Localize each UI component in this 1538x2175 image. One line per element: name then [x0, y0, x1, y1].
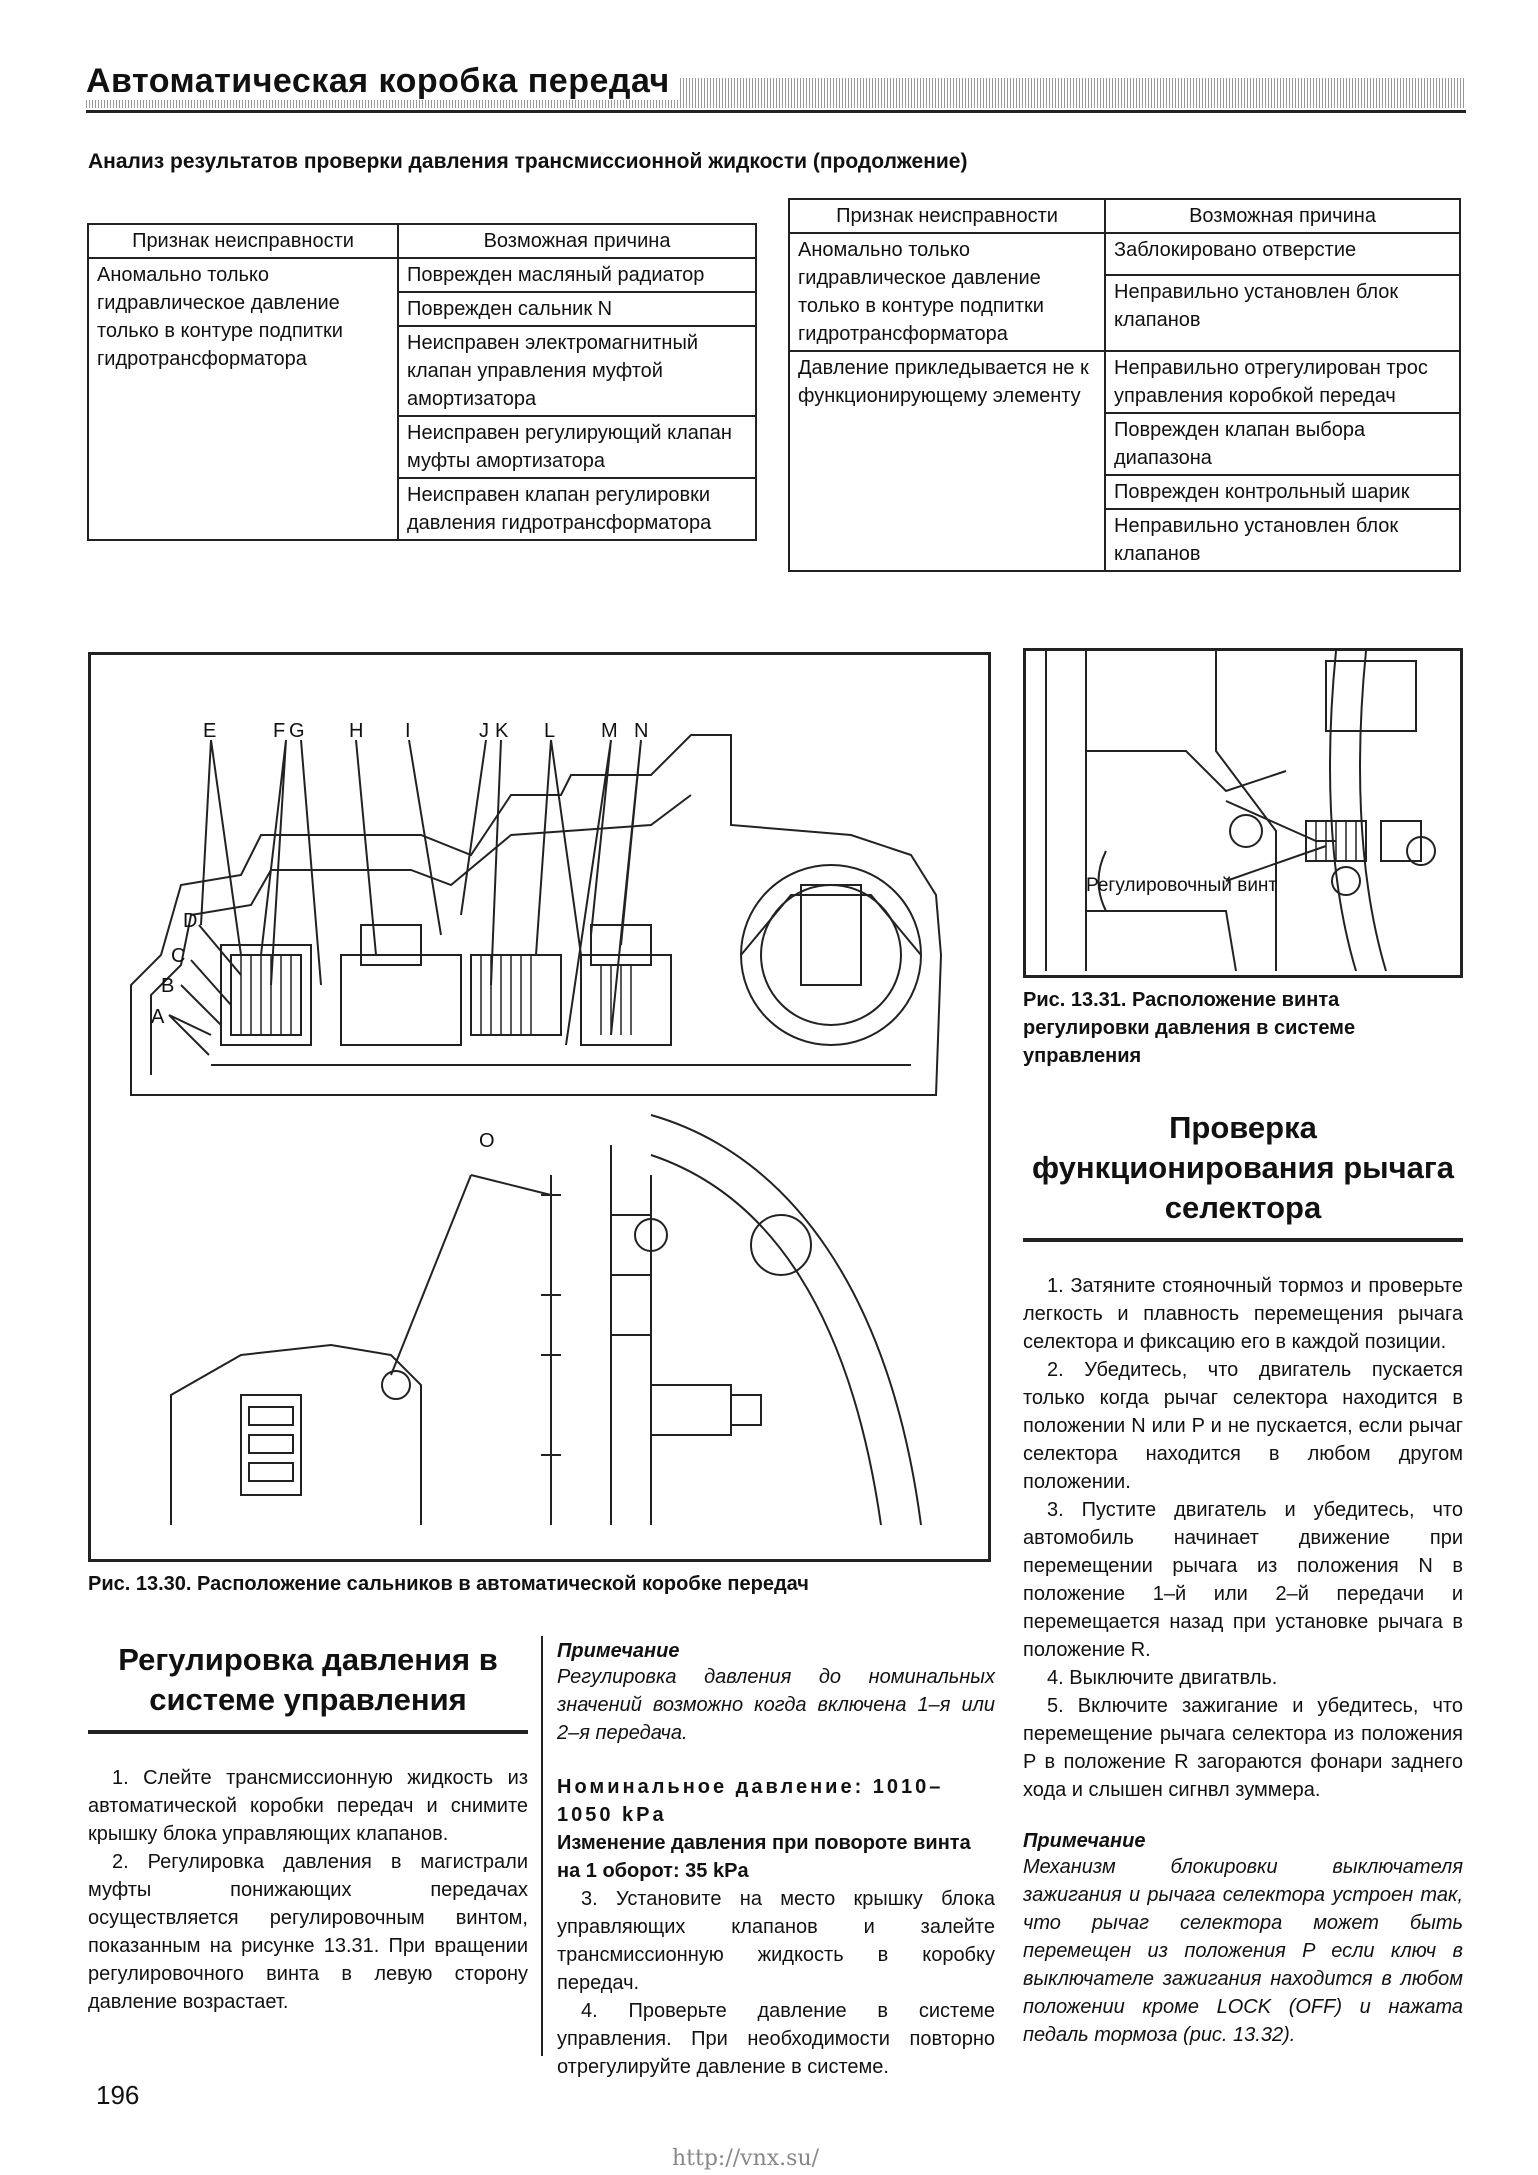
note-heading: Примечание — [1023, 1830, 1146, 1852]
figure-13-31-caption: Рис. 13.31. Расположение винта регулировки давления в системе управления — [1023, 989, 1356, 1067]
header-symptom: Признак неисправности — [789, 199, 1105, 233]
symptom-cell: Аномально только гидравлическое давление только в контуре подпитки гидротрансформатора — [88, 258, 398, 540]
callout-label: M — [601, 720, 618, 742]
chapter-title: Автоматическая коробка передач — [86, 62, 678, 101]
callout-label: K — [495, 720, 509, 742]
table-title: Анализ результатов проверки давления трансмиссионной жидкости (продолжение) — [88, 150, 968, 173]
figure-13-30 — [88, 652, 991, 1562]
nominal-pressure: Номинальное давление: 1010–1050 kPa — [557, 1776, 944, 1826]
footer-url[interactable]: http://vnx.su/ — [672, 2146, 820, 2171]
pressure-change: Изменение давления при повороте винта на 1 оборот: 35 kPa — [557, 1832, 971, 1882]
figure-13-30-caption: Рис. 13.30. Расположение сальников в автоматической коробке передач — [88, 1573, 809, 1595]
header-rule — [86, 110, 1466, 113]
cause-cell: Заблокировано отверстие — [1105, 233, 1460, 275]
callout-label: A — [151, 1006, 165, 1028]
callout-label: L — [544, 720, 556, 742]
paragraph: 2. Убедитесь, что двигатель пускается только когда рычаг селектора находится в положении N или P и не пускается, если рычаг селектора находится в любом другом положении. — [1023, 1359, 1463, 1493]
symptom-cell: Давление прикледывается не к функционирующему элементу — [789, 351, 1105, 571]
section-rule — [88, 1730, 528, 1734]
middle-body — [557, 1885, 995, 2081]
paragraph: 1. Затяните стояночный тормоз и проверьте легкость и плавность перемещения рычага селектора и фиксацию его в каждой позиции. — [1023, 1275, 1463, 1353]
cause-cell: Неисправен клапан регулировки давления гидротрансформатора — [398, 478, 756, 540]
page-number: 196 — [96, 2080, 140, 2110]
paragraph: 3. Пустите двигатель и убедитесь, что автомобиль начинает движение при перемещении рычага из положения N в положение 1–й или 2–й передачи и перемещается назад при установке рычага в положение R. — [1023, 1499, 1463, 1661]
section-body — [88, 1764, 528, 2016]
callout-label: N — [634, 720, 649, 742]
note-text: Механизм блокировки выключателя зажигания и рычага селектора устроен так, что рычаг селектора может быть перемещен из положения P если ключ в выключателе зажигания находится в любом положении кроме LOCK (OFF) и нажата педаль тормоза (рис. 13.32). — [1023, 1856, 1463, 2046]
header-cause: Возможная причина — [1105, 199, 1460, 233]
cause-cell: Поврежден масляный радиатор — [398, 258, 756, 292]
callout-label: F — [273, 720, 286, 742]
symptom-cell: Аномально только гидравлическое давление только в контуре подпитки гидротрансформатора — [789, 233, 1105, 351]
callout-label: E — [203, 720, 217, 742]
cause-cell: Неисправен регулирующий клапан муфты амортизатора — [398, 416, 756, 478]
diagnostic-table-right — [788, 198, 1461, 572]
paragraph: 5. Включите зажигание и убедитесь, что перемещение рычага селектора из положения P в положение R загораются фонари заднего хода и слышен сигнвл зуммера. — [1023, 1695, 1463, 1801]
callout-label: D — [183, 910, 198, 932]
middle-column — [557, 1640, 995, 2081]
section-title: Проверка функционирования рычага селектора — [1031, 1110, 1455, 1225]
section-title: Регулировка давления в системе управления — [118, 1642, 498, 1717]
callout-label: B — [161, 975, 175, 997]
cause-cell: Неисправен электромагнитный клапан управления муфтой амортизатора — [398, 326, 756, 416]
transmission-drawing — [91, 655, 988, 1559]
cause-cell: Неправильно установлен блок клапанов — [1105, 275, 1460, 351]
note-heading: Примечание — [557, 1640, 680, 1662]
section-rule — [1023, 1238, 1463, 1242]
header-cause: Возможная причина — [398, 224, 756, 258]
paragraph: 4. Выключите двигатвль. — [1047, 1667, 1278, 1689]
cause-cell: Неправильно установлен блок клапанов — [1105, 509, 1460, 571]
cause-cell: Неправильно отрегулирован трос управления коробкой передач — [1105, 351, 1460, 413]
adjust-screw-drawing — [1026, 651, 1460, 975]
column-divider — [541, 1636, 543, 2056]
callout-label: I — [405, 720, 411, 742]
paragraph: 1. Слейте трансмиссионную жидкость из автоматической коробки передач и снимите крышку блока управляющих клапанов. — [88, 1767, 528, 1845]
callout-label: H — [349, 720, 364, 742]
figure-13-31 — [1023, 648, 1463, 978]
cause-cell: Поврежден сальник N — [398, 292, 756, 326]
screw-label: Регулировочный винт — [1086, 875, 1278, 896]
diagnostic-table-left — [87, 223, 757, 541]
header-symptom: Признак неисправности — [88, 224, 398, 258]
section-body — [1023, 1272, 1463, 1804]
cause-cell: Поврежден клапан выбора диапазона — [1105, 413, 1460, 475]
paragraph: 3. Установите на место крышку блока управляющих клапанов и залейте трансмиссионную жидкость в коробку передач. — [557, 1888, 995, 1994]
section-pressure — [88, 1640, 528, 2016]
paragraph: 2. Регулировка давления в магистрали муфты понижающих передачах осуществляется регулировочным винтом, показанным на рисунке 13.31. При вращении регулировочного винта в левую сторону давление возрастает. — [88, 1851, 528, 2013]
cause-cell: Поврежден контрольный шарик — [1105, 475, 1460, 509]
paragraph: 4. Проверьте давление в системе управления. При необходимости повторно отрегулируйте давление в системе. — [557, 2000, 995, 2078]
callout-label: J — [479, 720, 489, 742]
section-selector — [1023, 1108, 1463, 2049]
note-text: Регулировка давления до номинальных значений возможно когда включена 1–я или 2–я передача. — [557, 1666, 995, 1744]
figure-callouts — [151, 720, 648, 1152]
callout-label: C — [171, 945, 186, 967]
callout-label: O — [479, 1130, 495, 1152]
callout-label: G — [289, 720, 305, 742]
